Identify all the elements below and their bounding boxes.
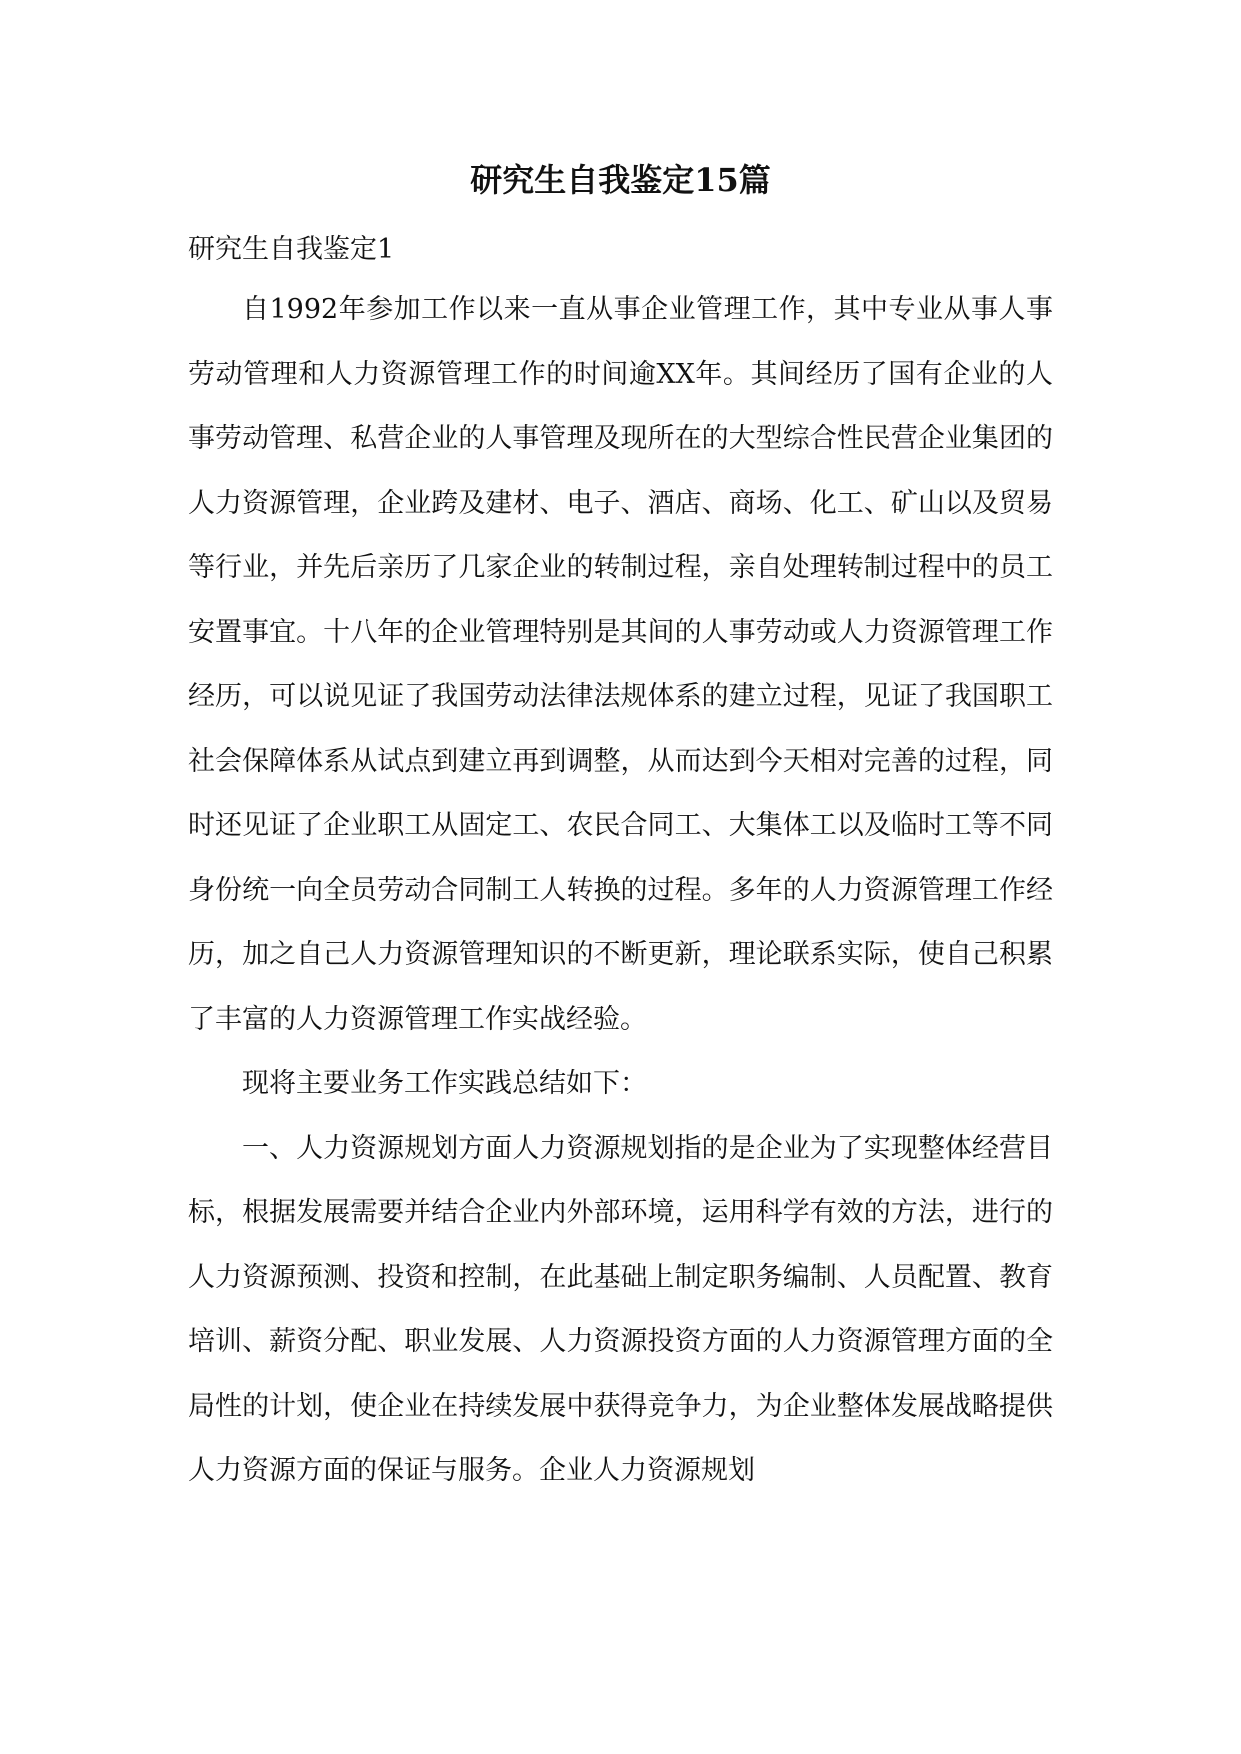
document-body xyxy=(188,278,1053,1504)
document-title: 研究生自我鉴定15篇 xyxy=(470,161,771,199)
paragraph-summary-intro: 现将主要业务工作实践总结如下： xyxy=(242,1068,647,1099)
paragraph-hr-planning: 一、人力资源规划方面人力资源规划指的是企业为了实现整体经营目标，根据发展需要并结合企业内外部环境，运用科学有效的方法，进行的人力资源预测、投资和控制，在此基础上制定职务编制、人员配置、教育培训、薪资分配、职业发展、人力资源投资方面的人力资源管理方面的全局性的计划，使企业在持续发展中获得竞争力，为企业整体发展战略提供人力资源方面的保证与服务。企业人力资源规划 xyxy=(188,1132,1053,1486)
paragraph-career-summary: 自1992年参加工作以来一直从事企业管理工作，其中专业从事人事劳动管理和人力资源管理工作的时间逾XX年。其间经历了国有企业的人事劳动管理、私营企业的人事管理及现所在的大型综合性民营企业集团的人力资源管理，企业跨及建材、电子、酒店、商场、化工、矿山以及贸易等行业，并先后亲历了几家企业的转制过程，亲自处理转制过程中的员工安置事宜。十八年的企业管理特别是其间的人事劳动或人力资源管理工作经历，可以说见证了我国劳动法律法规体系的建立过程，见证了我国职工社会保障体系从试点到建立再到调整，从而达到今天相对完善的过程，同时还见证了企业职工从固定工、农民合同工、大集体工以及临时工等不同身份统一向全员劳动合同制工人转换的过程。多年的人力资源管理工作经历，加之自己人力资源管理知识的不断更新，理论联系实际，使自己积累了丰富的人力资源管理工作实战经验。 xyxy=(188,294,1053,1035)
section-heading: 研究生自我鉴定1 xyxy=(188,234,395,265)
